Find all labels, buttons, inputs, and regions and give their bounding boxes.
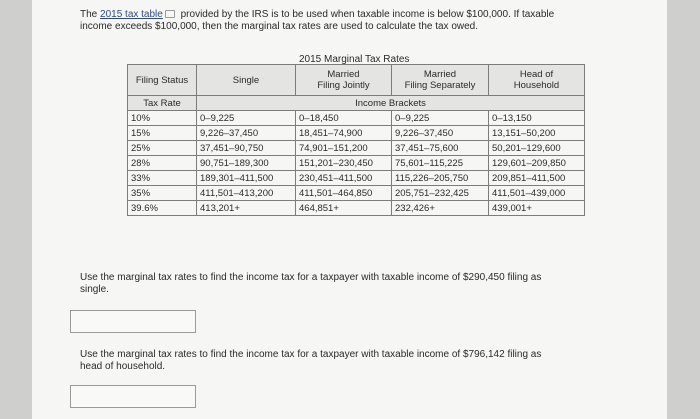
table-row [128,171,585,186]
table-header-row [128,65,585,96]
cell-married-separately: 37,451–75,600 [392,141,489,156]
cell-married-separately: 0–9,225 [392,111,489,126]
table-row [128,111,585,126]
question-2 [80,349,640,373]
cell-single: 0–9,225 [197,111,296,126]
header-married-separately-line2: Filing Separately [404,80,476,91]
cell-head-of-household: 13,151–50,200 [489,126,585,141]
cell-tax-rate: 39.6% [128,201,197,216]
question-2-line1: Use the marginal tax rates to find the income tax for a taxpayer with taxable income of $796,142 filing as [80,349,542,360]
header-married-jointly [296,65,392,96]
header-married-jointly-line1: Married [327,69,360,80]
header-head-of-household [489,65,585,96]
question-1-line2: single. [80,284,109,295]
intro-prefix: The [80,9,101,20]
cell-head-of-household: 439,001+ [489,201,585,216]
cell-married-separately: 232,426+ [392,201,489,216]
marginal-tax-table [127,64,585,216]
cell-married-separately: 205,751–232,425 [392,186,489,201]
cell-head-of-household: 129,601–209,850 [489,156,585,171]
table-title: 2015 Marginal Tax Rates [299,54,410,65]
table-row [128,201,585,216]
question-1-line1: Use the marginal tax rates to find the income tax for a taxpayer with taxable income of $290,450 filing as [80,272,542,283]
cell-married-separately: 9,226–37,450 [392,126,489,141]
cell-tax-rate: 33% [128,171,197,186]
header-income-brackets: Income Brackets [197,96,585,111]
cell-married-jointly: 151,201–230,450 [296,156,392,171]
header-single: Single [197,65,296,96]
cell-single: 411,501–413,200 [197,186,296,201]
question-2-line2: head of household. [80,361,166,372]
table-row [128,186,585,201]
info-icon[interactable] [165,10,175,18]
cell-head-of-household: 209,851–411,500 [489,171,585,186]
cell-head-of-household: 50,201–129,600 [489,141,585,156]
intro-line2: income exceeds $100,000, then the marginal tax rates are used to calculate the tax owed. [80,21,479,32]
cell-tax-rate: 10% [128,111,197,126]
tax-table-link[interactable]: 2015 tax table [100,9,163,20]
cell-married-separately: 75,601–115,225 [392,156,489,171]
cell-tax-rate: 35% [128,186,197,201]
cell-head-of-household: 0–13,150 [489,111,585,126]
header-married-jointly-line2: Filing Jointly [317,80,370,91]
table-row [128,126,585,141]
cell-married-jointly: 411,501–464,850 [296,186,392,201]
intro-paragraph [80,9,620,33]
header-married-separately [392,65,489,96]
answer-input-1[interactable] [70,310,196,333]
cell-single: 90,751–189,300 [197,156,296,171]
cell-single: 37,451–90,750 [197,141,296,156]
cell-single: 413,201+ [197,201,296,216]
answer-input-2[interactable] [70,385,196,408]
content-page [32,0,667,419]
question-1 [80,272,640,296]
cell-married-jointly: 74,901–151,200 [296,141,392,156]
cell-married-jointly: 464,851+ [296,201,392,216]
cell-married-jointly: 18,451–74,900 [296,126,392,141]
header-head-line1: Head of [519,69,554,80]
table-row [128,141,585,156]
cell-married-jointly: 230,451–411,500 [296,171,392,186]
cell-married-jointly: 0–18,450 [296,111,392,126]
header-filing-status: Filing Status [128,65,197,96]
table-subheader-row [128,96,585,111]
cell-tax-rate: 25% [128,141,197,156]
table-row [128,156,585,171]
intro-line1-rest: provided by the IRS is to be used when taxable income is below $100,000. If taxable [177,9,555,20]
cell-married-separately: 115,226–205,750 [392,171,489,186]
header-head-line2: Household [513,80,560,91]
tax-rows [128,111,585,216]
header-married-separately-line1: Married [423,69,457,80]
cell-head-of-household: 411,501–439,000 [489,186,585,201]
cell-tax-rate: 15% [128,126,197,141]
header-tax-rate: Tax Rate [128,96,197,111]
cell-single: 9,226–37,450 [197,126,296,141]
cell-single: 189,301–411,500 [197,171,296,186]
cell-tax-rate: 28% [128,156,197,171]
